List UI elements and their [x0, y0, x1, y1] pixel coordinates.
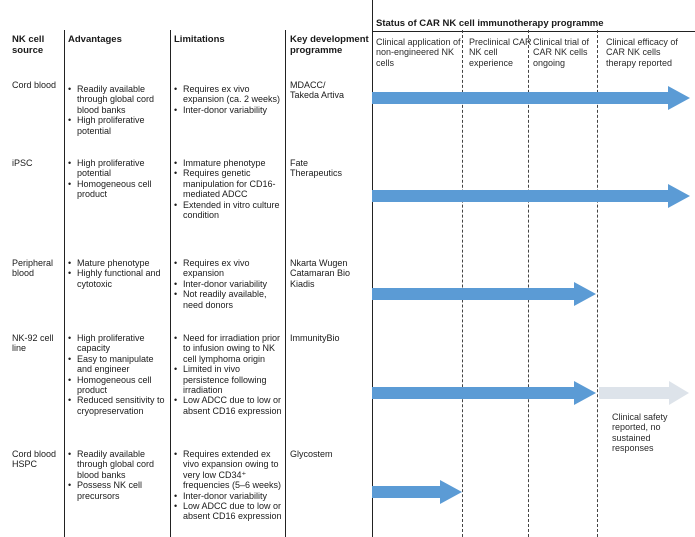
column-divider	[285, 30, 286, 537]
list-item: • Easy to manipulate and engineer	[68, 354, 168, 375]
status-title: Status of CAR NK cell immunotherapy programme	[376, 18, 604, 29]
stage-label-clinical-efficacy: Clinical efficacy of CAR NK cells therapy reported	[606, 37, 678, 68]
row-source-cord-blood-hspc: Cord blood HSPC	[12, 449, 57, 470]
row-limitations-peripheral-blood	[174, 258, 284, 310]
status-arrow-cord-blood	[372, 86, 692, 110]
row-source-nk92: NK-92 cell line	[12, 333, 54, 354]
row-limitations-ipsc	[174, 158, 284, 220]
list-item: • Requires ex vivo expansion	[174, 258, 284, 279]
row-source-ipsc: iPSC	[12, 158, 33, 168]
stage-label-preclinical: Preclinical CAR NK cell experience	[469, 37, 532, 68]
list-item: • Reduced sensitivity to cryopreservation	[68, 395, 168, 416]
row-programme-nk92: ImmunityBio	[290, 333, 340, 343]
column-divider	[372, 0, 373, 537]
row-note-nk92: Clinical safety reported, no sustained responses	[612, 412, 668, 454]
arrow-shape	[372, 282, 596, 306]
list-item: • Extended in vitro culture condition	[174, 200, 284, 221]
header-key-development-programme: Key development programme	[290, 34, 369, 56]
status-arrow-nk92	[372, 381, 598, 405]
status-arrow-ipsc	[372, 184, 692, 208]
list-item: • Limited in vivo persistence following irradiation	[174, 364, 284, 395]
status-arrow-nk92-faded	[599, 381, 691, 405]
arrow-shape	[372, 381, 596, 405]
list-item: • Homogeneous cell product	[68, 179, 168, 200]
list-item: • Low ADCC due to low or absent CD16 expression	[174, 395, 284, 416]
row-limitations-cord-blood-hspc	[174, 449, 284, 522]
list-item: • Requires ex vivo expansion (ca. 2 weeks)	[174, 84, 284, 105]
row-source-cord-blood: Cord blood	[12, 80, 57, 90]
header-advantages: Advantages	[68, 34, 122, 45]
list-item: • Need for irradiation prior to infusion owing to NK cell lymphoma origin	[174, 333, 284, 364]
list-item: • Readily available through global cord blood banks	[68, 84, 168, 115]
header-nk-cell-source: NK cell source	[12, 34, 45, 56]
status-arrow-peripheral-blood	[372, 282, 598, 306]
list-item: • Inter-donor variability	[174, 279, 284, 289]
column-divider	[170, 30, 171, 537]
list-item: • Mature phenotype	[68, 258, 168, 268]
row-source-peripheral-blood: Peripheral blood	[12, 258, 54, 279]
status-underline	[372, 31, 695, 32]
row-programme-peripheral-blood: Nkarta Wugen Catamaran Bio Kiadis	[290, 258, 351, 289]
status-arrow-cord-blood-hspc	[372, 480, 464, 504]
row-limitations-cord-blood	[174, 84, 284, 115]
column-divider	[64, 30, 65, 537]
list-item: • Possess NK cell precursors	[68, 480, 168, 501]
header-limitations: Limitations	[174, 34, 225, 45]
row-advantages-cord-blood-hspc	[68, 449, 168, 501]
list-item: • Inter-donor variability	[174, 105, 284, 115]
list-item: • High proliferative capacity	[68, 333, 168, 354]
stage-label-clinical-trial: Clinical trial of CAR NK cells ongoing	[533, 37, 590, 68]
list-item: • High proliferative potential	[68, 115, 168, 136]
row-programme-ipsc: Fate Therapeutics	[290, 158, 343, 179]
list-item: • Low ADCC due to low or absent CD16 expression	[174, 501, 284, 522]
row-programme-cord-blood: MDACC/ Takeda Artiva	[290, 80, 345, 101]
arrow-shape	[372, 184, 690, 208]
row-advantages-cord-blood	[68, 84, 168, 136]
list-item: • Readily available through global cord blood banks	[68, 449, 168, 480]
list-item: • Inter-donor variability	[174, 491, 284, 501]
row-advantages-nk92	[68, 333, 168, 416]
row-advantages-peripheral-blood	[68, 258, 168, 289]
arrow-shape	[599, 381, 689, 405]
row-advantages-ipsc	[68, 158, 168, 200]
list-item: • Not readily available, need donors	[174, 289, 284, 310]
row-limitations-nk92	[174, 333, 284, 416]
list-item: • High proliferative potential	[68, 158, 168, 179]
list-item: • Highly functional and cytotoxic	[68, 268, 168, 289]
list-item: • Homogeneous cell product	[68, 375, 168, 396]
stage-label-clinical-non-engineered: Clinical application of non-engineered NK cells	[376, 37, 461, 68]
arrow-shape	[372, 86, 690, 110]
row-programme-cord-blood-hspc: Glycostem	[290, 449, 333, 459]
list-item: • Requires genetic manipulation for CD16-mediated ADCC	[174, 168, 284, 199]
list-item: • Requires extended ex vivo expansion owing to very low CD34⁺ frequencies (5–6 weeks)	[174, 449, 284, 491]
arrow-shape	[372, 480, 462, 504]
list-item: • Immature phenotype	[174, 158, 284, 168]
